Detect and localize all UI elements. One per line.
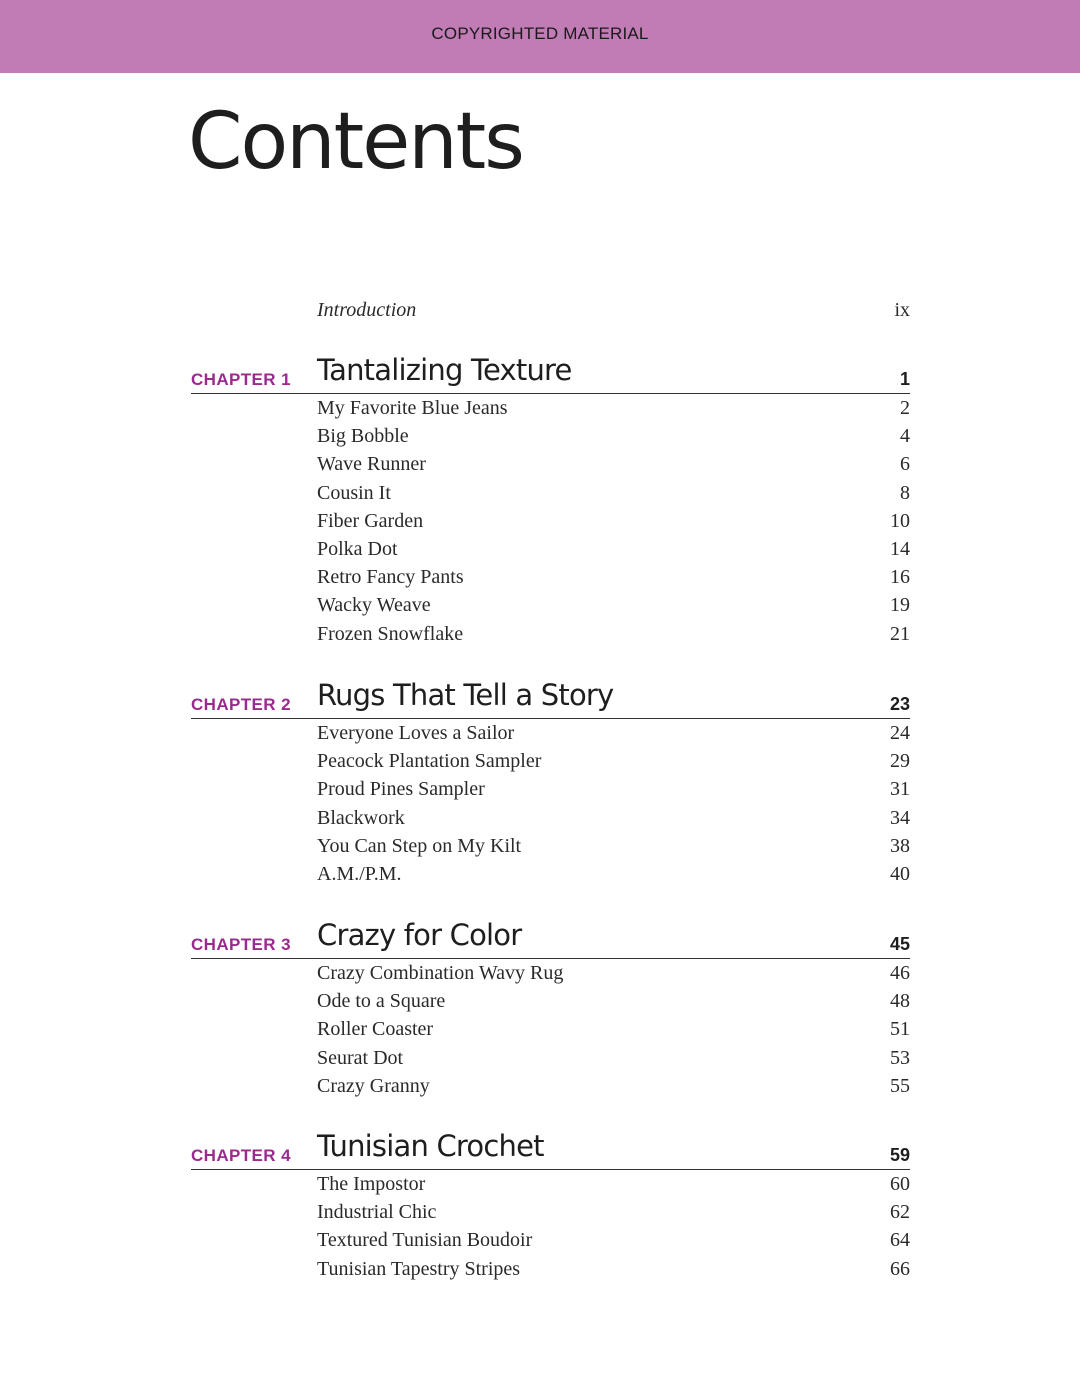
copyright-notice: COPYRIGHTED MATERIAL [431, 24, 649, 43]
entry-page-number: 46 [890, 962, 910, 984]
entry-title: Textured Tunisian Boudoir [317, 1229, 533, 1252]
entry-title: Frozen Snowflake [317, 622, 464, 645]
entry-page-number: 48 [890, 990, 910, 1013]
entry-title: Tunisian Tapestry Stripes [317, 1257, 521, 1280]
entry-page-number: 2 [900, 397, 910, 419]
chapter-label: CHAPTER 2 [191, 695, 291, 714]
entry-title: Wacky Weave [317, 594, 431, 617]
chapter-entry-list [317, 1173, 910, 1286]
chapter-label: CHAPTER 1 [191, 370, 291, 389]
entry-title: A.M./P.M. [317, 862, 402, 885]
entry-page-number: 16 [890, 566, 910, 589]
entry-page-number: 29 [890, 750, 910, 773]
entry-page-number: 38 [890, 834, 910, 857]
toc-entry[interactable] [317, 1258, 910, 1286]
entry-page-number: 53 [890, 1046, 910, 1069]
entry-title: Peacock Plantation Sampler [317, 750, 542, 773]
entry-title: Crazy Granny [317, 1074, 430, 1097]
introduction-title: Introduction [317, 299, 417, 321]
chapter-page-number: 23 [889, 694, 910, 714]
toc-entry[interactable] [317, 397, 910, 425]
chapter-page-number: 59 [889, 1145, 910, 1165]
entry-title: Big Bobble [317, 425, 409, 448]
entry-page-number: 4 [900, 425, 910, 448]
copyright-banner [0, 0, 1080, 73]
entry-page-number: 55 [890, 1074, 910, 1097]
chapter-label: CHAPTER 4 [191, 1146, 291, 1165]
chapter-entry-list [317, 397, 910, 651]
chapter-divider [191, 718, 910, 719]
toc-entry[interactable] [317, 594, 910, 622]
toc-entry[interactable] [317, 863, 910, 891]
entry-title: Blackwork [317, 806, 405, 829]
toc-entry[interactable] [317, 722, 910, 750]
toc-entry[interactable] [317, 1018, 910, 1046]
toc-entry[interactable] [317, 962, 910, 990]
chapter-title[interactable]: Crazy for Color [317, 918, 522, 952]
toc-entry[interactable] [317, 1201, 910, 1229]
entry-page-number: 66 [890, 1257, 910, 1280]
toc-entry[interactable] [317, 1173, 910, 1201]
toc-entry[interactable] [317, 990, 910, 1018]
entry-title: Crazy Combination Wavy Rug [317, 962, 564, 984]
page-title: Contents [188, 97, 523, 187]
toc-entry[interactable] [317, 1229, 910, 1257]
chapter-title[interactable]: Tunisian Crochet [317, 1129, 544, 1163]
toc-entry[interactable] [317, 566, 910, 594]
entry-title: Industrial Chic [317, 1201, 437, 1224]
toc-entry[interactable] [317, 538, 910, 566]
entry-page-number: 21 [890, 622, 910, 645]
entry-title: Fiber Garden [317, 509, 424, 532]
toc-entry[interactable] [317, 1075, 910, 1103]
entry-title: My Favorite Blue Jeans [317, 397, 508, 419]
toc-entry[interactable] [317, 482, 910, 510]
chapter-divider [191, 393, 910, 394]
toc-entry[interactable] [317, 510, 910, 538]
toc-entry[interactable] [317, 835, 910, 863]
entry-title: Everyone Loves a Sailor [317, 722, 515, 744]
chapter-page-number: 45 [889, 934, 910, 954]
entry-page-number: 19 [890, 594, 910, 617]
entry-title: Proud Pines Sampler [317, 778, 485, 801]
chapter-page-number: 1 [899, 369, 910, 389]
entry-page-number: 60 [890, 1173, 910, 1195]
chapter-label: CHAPTER 3 [191, 935, 291, 954]
entry-title: Retro Fancy Pants [317, 566, 464, 589]
chapter-title[interactable]: Tantalizing Texture [317, 353, 572, 387]
entry-title: Ode to a Square [317, 990, 446, 1013]
entry-page-number: 64 [890, 1229, 910, 1252]
chapter-entry-list [317, 962, 910, 1103]
chapter-entry-list [317, 722, 910, 891]
entry-page-number: 8 [900, 481, 910, 504]
chapter-title[interactable]: Rugs That Tell a Story [317, 678, 614, 712]
entry-page-number: 14 [890, 537, 910, 560]
toc-introduction-row[interactable] [317, 299, 910, 327]
toc-entry[interactable] [317, 778, 910, 806]
entry-page-number: 40 [890, 862, 910, 885]
toc-entry[interactable] [317, 425, 910, 453]
entry-title: Roller Coaster [317, 1018, 434, 1041]
toc-entry[interactable] [317, 453, 910, 481]
toc-entry[interactable] [317, 623, 910, 651]
entry-page-number: 6 [900, 453, 910, 476]
entry-page-number: 31 [890, 778, 910, 801]
toc-entry[interactable] [317, 750, 910, 778]
entry-title: Wave Runner [317, 453, 426, 476]
entry-page-number: 62 [890, 1201, 910, 1224]
entry-page-number: 34 [890, 806, 910, 829]
entry-title: The Impostor [317, 1173, 426, 1195]
entry-title: Cousin It [317, 481, 391, 504]
chapter-divider [191, 958, 910, 959]
entry-title: Seurat Dot [317, 1046, 404, 1069]
introduction-page-number: ix [894, 299, 910, 321]
toc-entry[interactable] [317, 807, 910, 835]
chapter-divider [191, 1169, 910, 1170]
toc-entry[interactable] [317, 1047, 910, 1075]
entry-page-number: 24 [890, 722, 910, 744]
entry-page-number: 10 [890, 509, 910, 532]
entry-title: Polka Dot [317, 537, 398, 560]
entry-title: You Can Step on My Kilt [317, 834, 522, 857]
entry-page-number: 51 [890, 1018, 910, 1041]
